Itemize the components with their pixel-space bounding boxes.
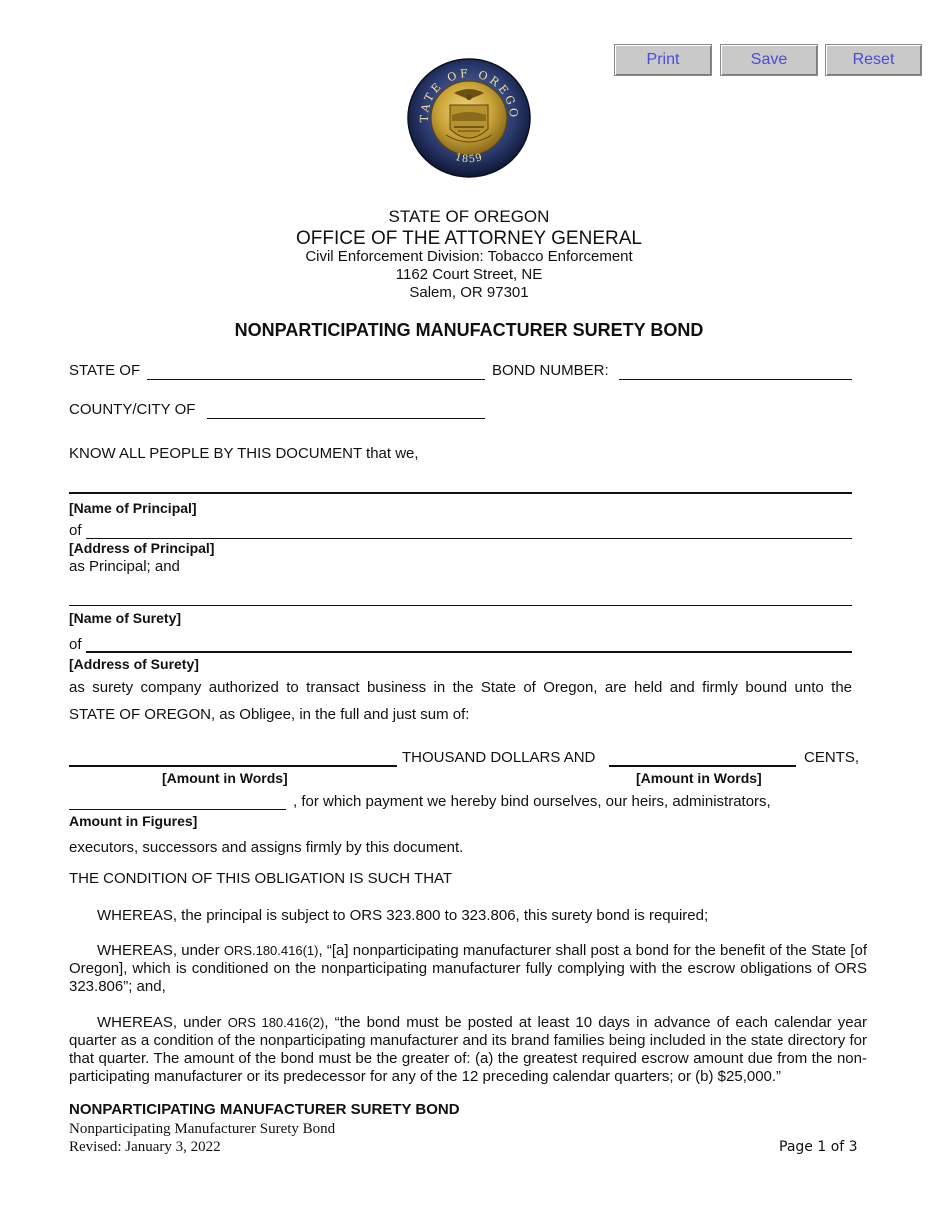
- document-title: NONPARTICIPATING MANUFACTURER SURETY BOND: [234, 320, 704, 340]
- condition-text: THE CONDITION OF THIS OBLIGATION IS SUCH THAT: [69, 870, 453, 887]
- seal-text: TATE OF OREGO: [417, 66, 521, 123]
- bond-number-input[interactable]: [619, 361, 852, 379]
- surety-address-input[interactable]: [86, 634, 852, 652]
- state-of-underline: [147, 379, 485, 380]
- principal-name-label: [Name of Principal]: [69, 500, 197, 516]
- whereas-clause-1: WHEREAS, the principal is subject to ORS 323.800 to 323.806, this surety bond is required;: [97, 907, 709, 924]
- footer-document-name: Nonparticipating Manufacturer Surety Bond: [69, 1121, 336, 1137]
- bond-number-underline: [619, 379, 852, 380]
- oregon-state-seal: [406, 57, 532, 179]
- amount-cents-words-input[interactable]: [609, 748, 796, 766]
- state-of-label: STATE OF: [69, 362, 141, 379]
- principal-address-input[interactable]: [86, 520, 852, 538]
- principal-name-line: [69, 492, 852, 494]
- whereas-clause-3: WHEREAS, under ORS 180.416(2), “the bond must be posted at least 10 days in advance of each calendar year quarter as a condition of the nonparticipating manufacturer and its brand families being included in the state directory for that quarter. The amount of the bond must be the greater of: (a) the greatest required escrow amount due from the non-participating manufacturer or its predecessor for any of the 12 preceding calendar quarters; or (b) $25,000.”: [69, 1014, 867, 1085]
- amount-figures-line: [69, 809, 286, 810]
- amount-words-label-cents: [Amount in Words]: [636, 770, 762, 786]
- as-principal-text: as Principal; and: [69, 558, 180, 575]
- amount-dollars-line: [69, 765, 397, 767]
- amount-dollars-words-input[interactable]: [69, 748, 397, 766]
- print-button[interactable]: Print: [614, 44, 712, 76]
- principal-address-label: [Address of Principal]: [69, 540, 215, 556]
- header-street: 1162 Court Street, NE: [395, 266, 543, 283]
- header-state: STATE OF OREGON: [388, 207, 550, 226]
- principal-of-label: of: [69, 522, 82, 539]
- footer-page-number: Page 1 of 3: [779, 1139, 858, 1155]
- county-underline: [207, 418, 485, 419]
- executors-text: executors, successors and assigns firmly by this document.: [69, 839, 464, 856]
- county-label: COUNTY/CITY OF: [69, 401, 196, 418]
- surety-paragraph-line2: STATE OF OREGON, as Obligee, in the full and just sum of:: [69, 706, 470, 723]
- surety-paragraph-line1: as surety company authorized to transact business in the State of Oregon, are held and firmly bound unto the: [69, 679, 852, 696]
- surety-address-label: [Address of Surety]: [69, 656, 199, 672]
- footer-revised-date: Revised: January 3, 2022: [69, 1139, 221, 1155]
- header-office: OFFICE OF THE ATTORNEY GENERAL: [296, 228, 642, 249]
- county-input[interactable]: [207, 400, 485, 418]
- surety-name-input[interactable]: [69, 587, 852, 605]
- surety-of-label: of: [69, 636, 82, 653]
- surety-address-line: [86, 651, 852, 653]
- principal-address-line: [86, 538, 852, 539]
- save-button[interactable]: Save: [720, 44, 818, 76]
- state-of-input[interactable]: [147, 361, 485, 379]
- surety-name-line: [69, 605, 852, 606]
- header-city: Salem, OR 97301: [409, 284, 529, 301]
- principal-name-input[interactable]: [69, 474, 852, 492]
- surety-name-label: [Name of Surety]: [69, 610, 182, 626]
- whereas-clause-2: WHEREAS, under ORS.180.416(1), “[a] nonparticipating manufacturer shall post a bond for the benefit of the State [of Oregon], which is conditioned on the nonparticipating manufacturer fully complying with the escrow obligations of ORS 323.806”; and,: [69, 942, 867, 995]
- know-all-text: KNOW ALL PEOPLE BY THIS DOCUMENT that we,: [69, 445, 419, 462]
- footer-bold-title: NONPARTICIPATING MANUFACTURER SURETY BOND: [69, 1101, 460, 1118]
- thousand-dollars-text: THOUSAND DOLLARS AND: [402, 749, 596, 766]
- amount-cents-line: [609, 765, 796, 767]
- header-division: Civil Enforcement Division: Tobacco Enforcement: [305, 248, 633, 265]
- reset-button[interactable]: Reset: [825, 44, 922, 76]
- amount-words-label-dollars: [Amount in Words]: [162, 770, 288, 786]
- bond-number-label: BOND NUMBER:: [492, 362, 609, 379]
- payment-text: , for which payment we hereby bind ourselves, our heirs, administrators,: [293, 793, 771, 810]
- amount-figures-label: Amount in Figures]: [69, 813, 198, 829]
- amount-figures-input[interactable]: [69, 792, 286, 810]
- cents-text: CENTS,: [804, 749, 860, 766]
- svg-text:1859: 1859: [453, 151, 485, 166]
